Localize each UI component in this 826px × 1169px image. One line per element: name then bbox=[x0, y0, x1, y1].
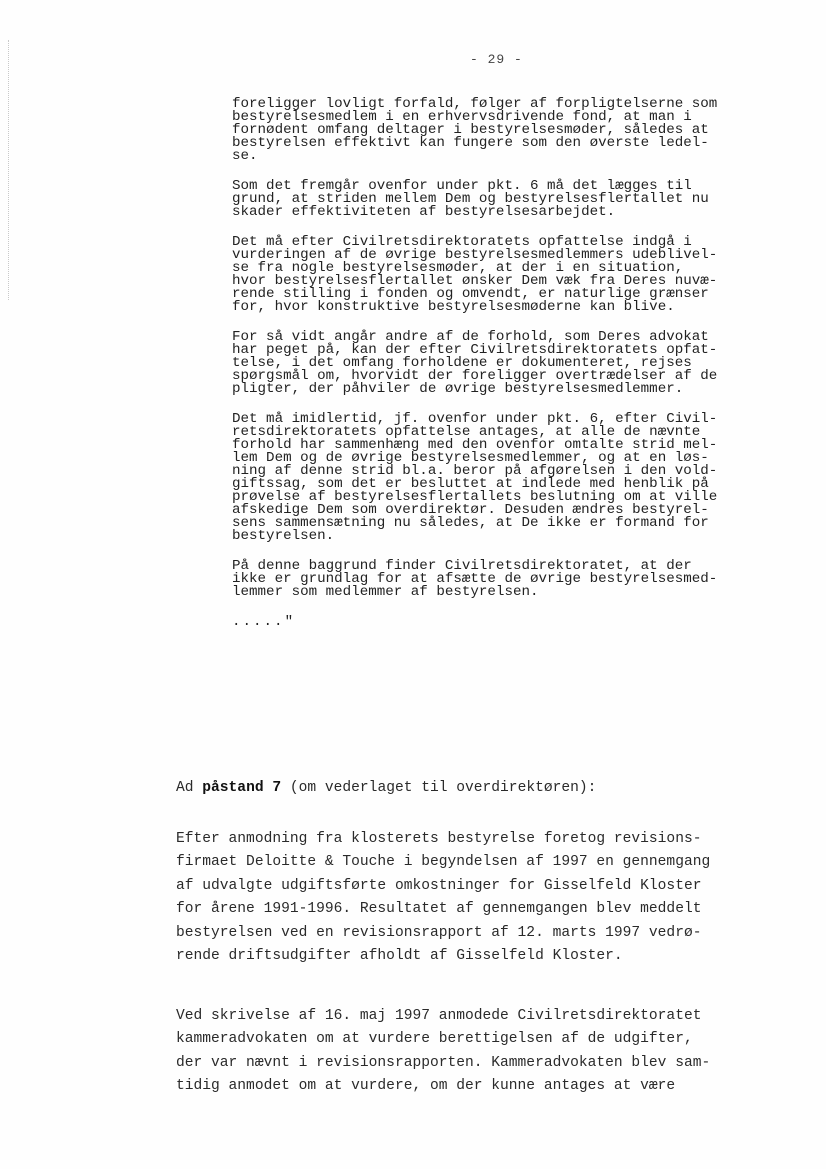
section-heading-bold: påstand 7 bbox=[202, 780, 282, 796]
body-paragraph: Ved skrivelse af 16. maj 1997 anmodede Civilretsdirektoratet kammeradvokaten om at vurdere berettigelsen af de udgifter, der var nævnt i revisionsrapporten. Kammeradvokaten blev sam- tidig anmodet om at vurdere, om der kunne antages at være bbox=[176, 1008, 711, 1095]
quote-paragraph: Som det fremgår ovenfor under pkt. 6 må det lægges til grund, at striden mellem Dem og bestyrelsesflertallet nu skader effektiviteten af bestyrelsesarbejdet. bbox=[232, 178, 709, 220]
page-number: - 29 - bbox=[470, 52, 523, 67]
section-heading-suffix: (om vederlaget til overdirektøren): bbox=[281, 780, 597, 796]
quote-paragraph: Det må imidlertid, jf. ovenfor under pkt. 6, efter Civil- retsdirektoratets opfattelse antages, at alle de nævnte forhold har sammenhæng med den ovenfor omtalte strid mel- lem Dem og de øvrige bestyrelsesmedlemmer, og at en løs- ning af denne strid bl.a. beror på afgørelsen i den vold- giftssag, som det er besluttet at indlede med henblik på prøvelse af bestyrelsesflertallets beslutning om at ville afskedige Dem som overdirektør. Desuden ændres bestyrel- sens sammensætning nu således, at De ikke er formand for bestyrelsen. bbox=[232, 411, 718, 544]
body-paragraph: Efter anmodning fra klosterets bestyrelse foretog revisions- firmaet Deloitte & Touche i begyndelsen af 1997 en gennemgang af udvalgte udgiftsførte omkostninger for Gisselfeld Kloster for årene 1991-1996. Resultatet af gennemgangen blev meddelt bestyrelsen ved en revisionsrapport af 12. marts 1997 vedrø- rende driftsudgifter afholdt af Gisselfeld Kloster. bbox=[176, 831, 711, 965]
section-heading-prefix: Ad bbox=[176, 780, 203, 796]
quote-ellipsis: ....." bbox=[232, 614, 296, 630]
quote-paragraph: På denne baggrund finder Civilretsdirektoratet, at der ikke er grundlag for at afsætte de øvrige bestyrelsesmed- lemmer som medlemmer af bestyrelsen. bbox=[232, 558, 718, 600]
quoted-letter bbox=[232, 98, 812, 646]
section-heading bbox=[176, 778, 796, 798]
scan-margin-artifact bbox=[8, 40, 15, 300]
quote-paragraph: Det må efter Civilretsdirektoratets opfattelse indgå i vurderingen af de øvrige bestyrelsesmedlemmers udeblivel- se fra nogle bestyrelsesmøder, at der i en situation, hvor bestyrelsesflertallet ønsker Dem væk fra Deres nuvæ- rende stilling i fonden og omvendt, er naturlige grænser for, hvor konstruktive bestyrelsesmøderne kan blive. bbox=[232, 234, 718, 315]
quote-paragraph: For så vidt angår andre af de forhold, som Deres advokat har peget på, kan der efter Civilretsdirektoratets opfat- telse, i det omfang forholdene er dokumenteret, rejses spørgsmål om, hvorvidt der foreligger overtrædelser af de pligter, der påhviler de øvrige bestyrelsesmedlemmer. bbox=[232, 329, 718, 397]
quote-paragraph: foreligger lovligt forfald, følger af forpligtelserne som bestyrelsesmedlem i en erhvervsdrivende fond, at man i fornødent omfang deltager i bestyrelsesmøder, således at bestyrelsen effektivt kan fungere som den øverste ledel- se. bbox=[232, 96, 718, 164]
